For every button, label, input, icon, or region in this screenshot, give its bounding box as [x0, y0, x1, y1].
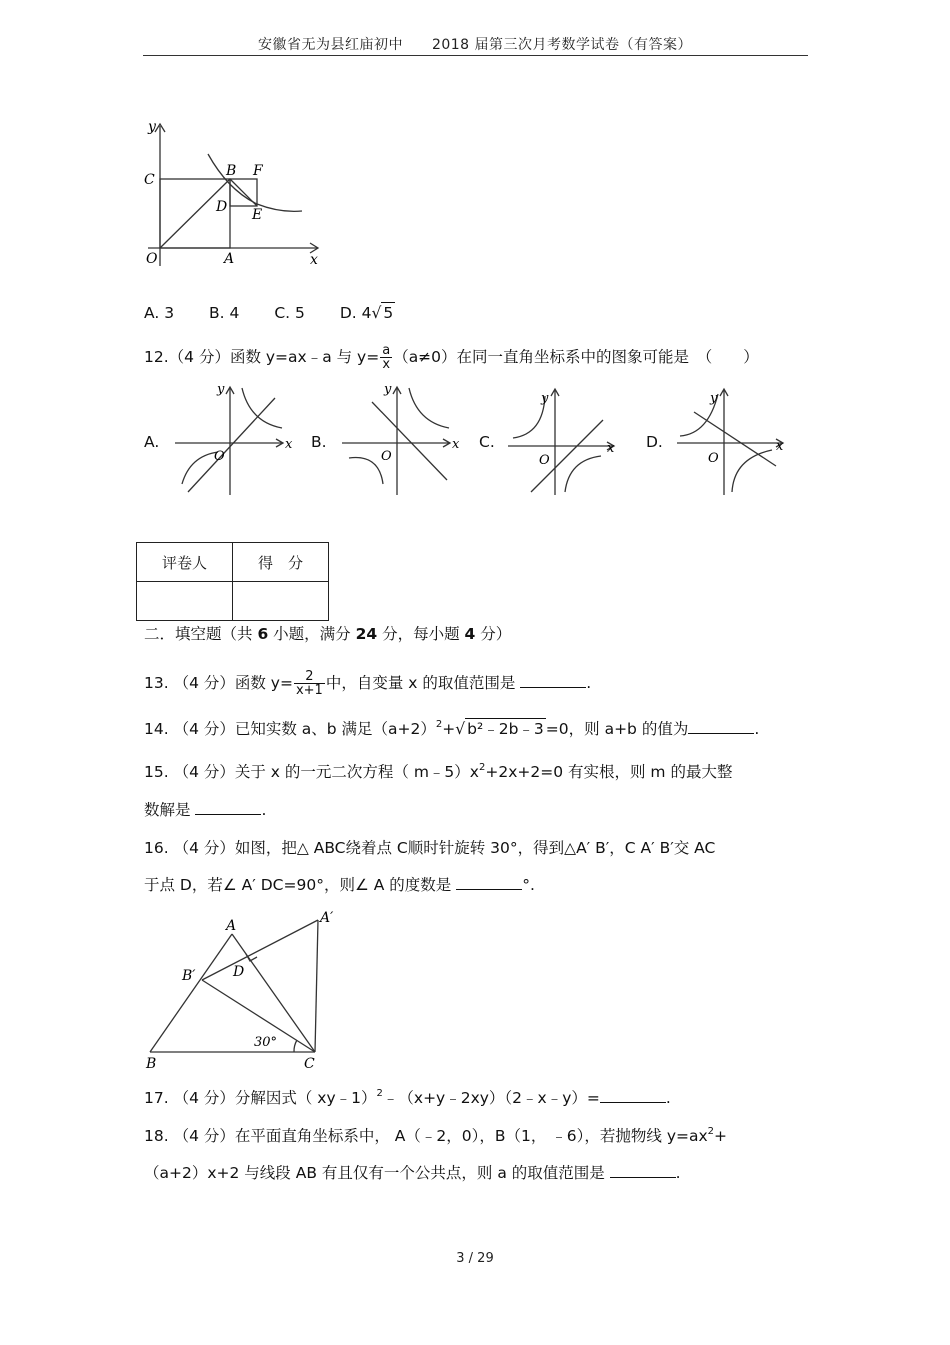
svg-text:O: O	[708, 451, 719, 466]
svg-text:B′: B′	[182, 968, 196, 984]
question-12: 12.（4 分）函数 y=ax﹣a 与 y= $\frac{a}{x}$ （a≠0）在同一直角坐标系中的图象可能是 （ ）	[144, 343, 759, 372]
question-16-line-2: 于点 D，若∠ A′ DC=90°，则∠ A 的度数是 °.	[144, 876, 535, 894]
score-cell-score	[233, 582, 329, 621]
svg-text:D: D	[233, 964, 245, 980]
svg-text:x: x	[452, 437, 460, 452]
label-d: D	[216, 199, 228, 215]
segment-b2a2	[202, 920, 318, 980]
q12-graph-a	[170, 380, 295, 498]
svg-text:y: y	[710, 391, 718, 406]
q16-answer-blank[interactable]	[456, 875, 522, 890]
q15-answer-blank[interactable]	[195, 800, 261, 815]
q12-graph-b	[337, 380, 462, 498]
label-y: y	[148, 119, 156, 135]
curve-q4	[732, 450, 772, 492]
svg-text:30°: 30°	[254, 1035, 278, 1050]
svg-text:C: C	[304, 1056, 315, 1070]
svg-text:x: x	[776, 439, 784, 454]
question-15-line-2: 数解是 .	[144, 801, 267, 819]
svg-text:y: y	[384, 382, 392, 397]
question-16-line-1: 16. （4 分）如图，把△ ABC绕着点 C顺时针旋转 30°，得到△A′ B′，C A′ B′交 AC	[144, 839, 716, 857]
label-c: C	[144, 172, 155, 188]
svg-text:x: x	[285, 437, 293, 452]
svg-text:O: O	[214, 449, 225, 464]
section-2-heading: 二．填空题（共 6 小题，满分 24 分，每小题 4 分）	[144, 625, 512, 643]
q17-answer-blank[interactable]	[600, 1088, 666, 1103]
svg-text:B: B	[146, 1056, 157, 1070]
label-f: F	[253, 163, 263, 179]
q12-graph-c	[503, 380, 628, 498]
question-17: 17. （4 分）分解因式（ xy﹣1）$^2$﹣（x+y﹣2xy）（2﹣x﹣y）= .	[144, 1088, 671, 1107]
svg-text:y: y	[541, 391, 549, 406]
score-cell-grader	[137, 582, 233, 621]
q12-option-c-label: C.	[479, 433, 495, 451]
question-14: 14. （4 分）已知实数 a、b 满足$(a+2)^2+√$ b²﹣2b﹣3 =0，则 a+b 的值为 .	[144, 719, 760, 738]
segment-ba	[150, 934, 232, 1052]
q11-option-d: D. 4√ 5	[339, 304, 394, 322]
angle-arc	[294, 1040, 297, 1052]
page-number: 3 / 29	[456, 1251, 494, 1266]
q13-fraction: $\frac{2}{x+1}$	[295, 669, 323, 698]
question-18-line-1: 18. （4 分）在平面直角坐标系中， A（﹣2，0），B（1， ﹣6），若抛物线 $y=ax^2+$	[144, 1126, 728, 1145]
label-e: E	[252, 207, 263, 223]
line-graph	[188, 398, 275, 492]
label-a: A	[224, 251, 235, 267]
q14-answer-blank[interactable]	[688, 719, 754, 734]
question-15-line-1: 15. （4 分）关于 x 的一元二次方程（ $m﹣5)x^2+2x+2=0$ 有实根，则 m 的最大整	[144, 762, 733, 781]
q12-fraction: $\frac{a}{x}$	[382, 343, 391, 372]
curve-q1	[409, 388, 449, 428]
q12-option-b-label: B.	[311, 433, 327, 451]
segment-a2c	[315, 920, 318, 1052]
line-graph	[372, 402, 447, 480]
svg-text:x: x	[607, 441, 615, 456]
q12-graph-d	[672, 380, 797, 498]
score-header-grader: 评卷人	[137, 543, 233, 582]
page-header: 安徽省无为县红庙初中 2018 届第三次月考数学试卷（有答案）	[257, 37, 693, 53]
figure-q16	[140, 908, 355, 1070]
label-b: B	[226, 163, 237, 179]
question-18-line-2: （a+2）x+2 与线段 AB 有且仅有一个公共点，则 a 的取值范围是 .	[144, 1164, 681, 1182]
q11-options	[144, 302, 395, 323]
label-o: O	[146, 251, 158, 267]
q11-option-b: B. 4	[209, 304, 240, 322]
svg-text:O: O	[381, 449, 392, 464]
q13-answer-blank[interactable]	[520, 673, 586, 688]
q11-option-c: C. 5	[274, 304, 305, 322]
svg-text:A′: A′	[320, 910, 334, 926]
question-13: 13. （4 分）函数 y= $\frac{2}{x+1}$ 中，自变量 x 的取值范围是 .	[144, 669, 592, 698]
score-table	[136, 542, 329, 621]
curve-q3	[349, 458, 383, 484]
svg-text:y: y	[217, 382, 225, 397]
q12-option-a-label: A.	[144, 433, 160, 451]
header-rule	[143, 55, 808, 56]
score-header-score: 得 分	[233, 543, 329, 582]
q12-option-d-label: D.	[646, 433, 663, 451]
figure-q11	[140, 118, 330, 278]
q18-answer-blank[interactable]	[610, 1163, 676, 1178]
svg-text:O: O	[539, 453, 550, 468]
svg-text:A: A	[226, 918, 237, 934]
curve-q1	[242, 388, 282, 428]
q11-option-a: A. 3	[144, 304, 175, 322]
curve-q4	[565, 456, 601, 492]
label-x: x	[310, 252, 318, 268]
